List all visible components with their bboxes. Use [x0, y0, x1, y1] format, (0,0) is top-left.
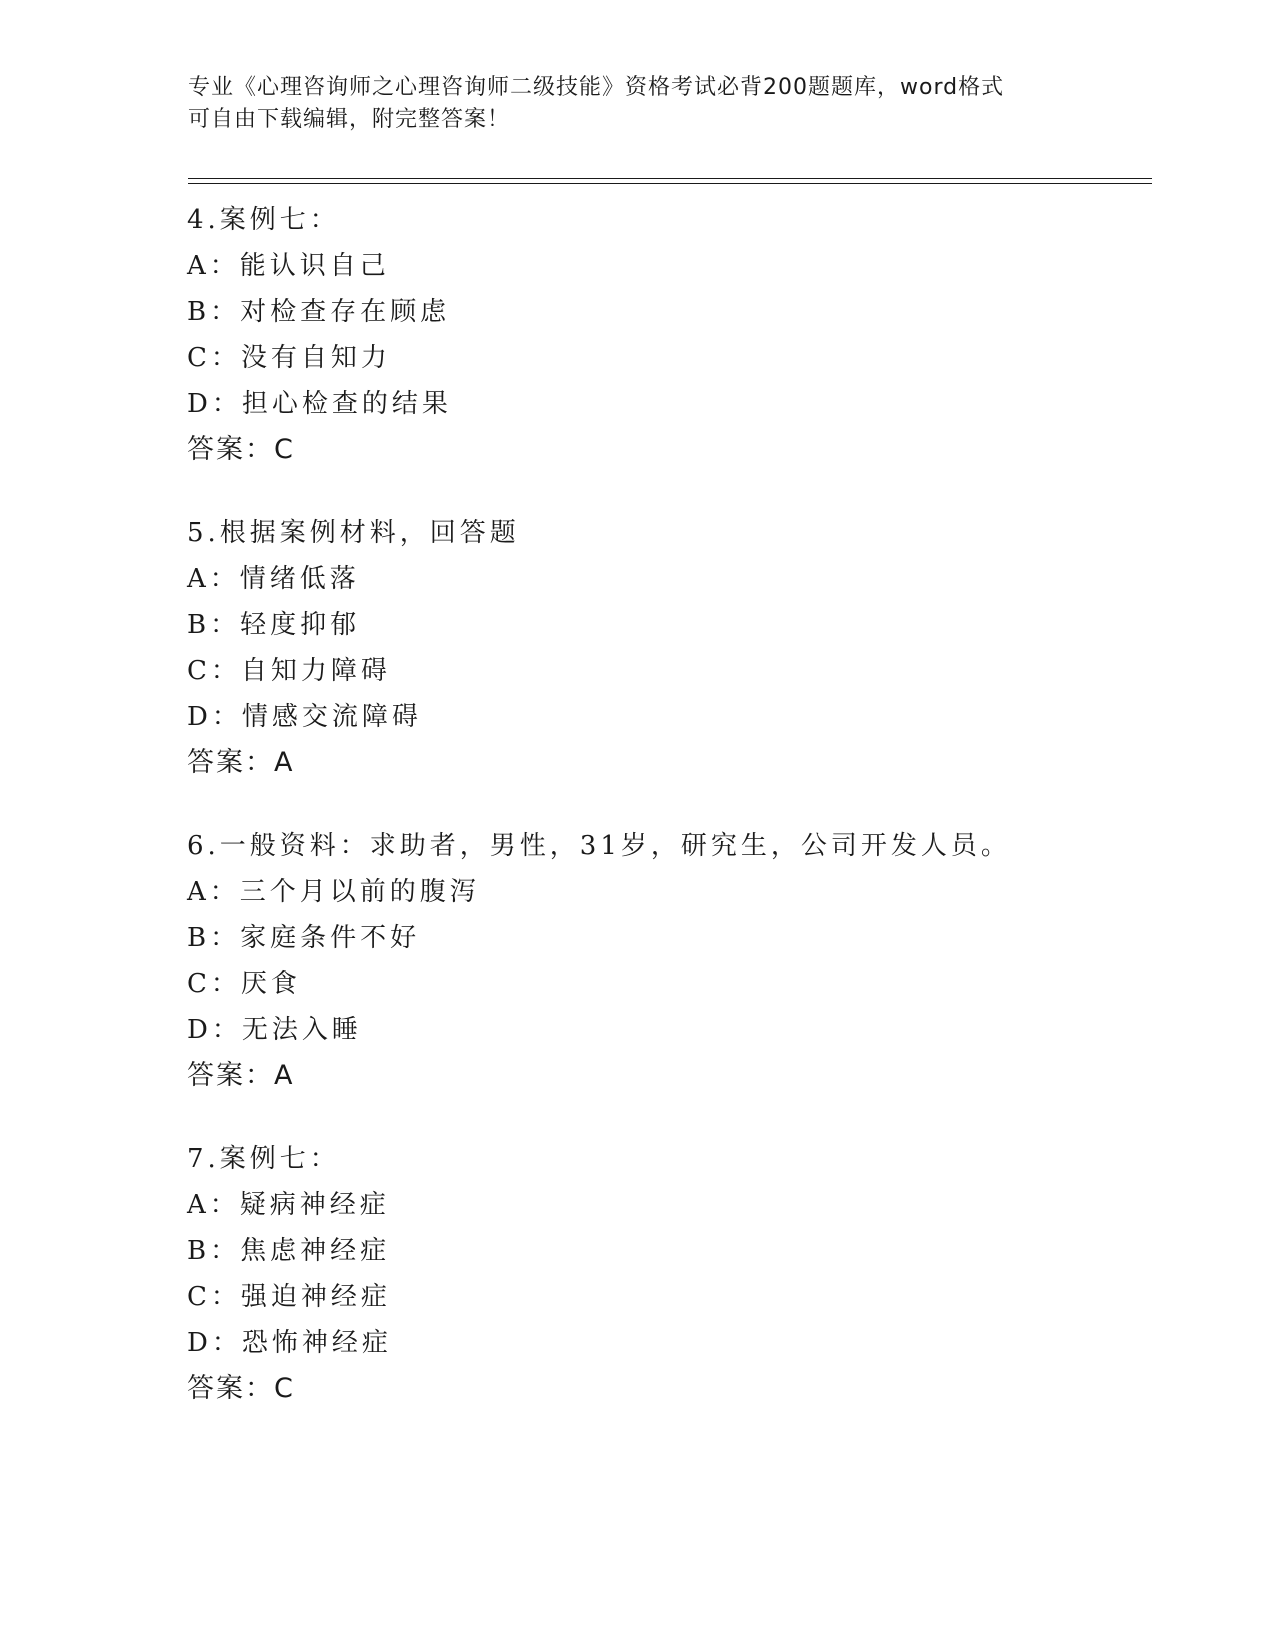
option-b: B：轻度抑郁 [187, 610, 361, 640]
option-b: B：对检查存在顾虑 [187, 297, 451, 327]
option-a: A：三个月以前的腹泻 [187, 877, 480, 907]
header-divider-top [188, 178, 1152, 179]
option-d: D：恐怖神经症 [187, 1328, 392, 1358]
answer-line: 答案：A [187, 1060, 295, 1091]
option-c: C：自知力障碍 [187, 656, 391, 686]
question-7 [187, 1136, 1187, 1412]
option-a: A：能认识自己 [187, 251, 390, 281]
question-stem: 5.根据案例材料，回答题 [187, 518, 520, 548]
answer-line: 答案：C [187, 434, 295, 465]
header-divider-bottom [188, 183, 1152, 184]
question-6 [187, 823, 1187, 1099]
answer-line: 答案：C [187, 1373, 295, 1404]
option-d: D：情感交流障碍 [187, 702, 422, 732]
answer-line: 答案：A [187, 747, 295, 778]
option-d: D：担心检查的结果 [187, 389, 452, 419]
option-c: C：没有自知力 [187, 343, 391, 373]
option-b: B：焦虑神经症 [187, 1236, 391, 1266]
question-4 [187, 197, 1187, 473]
option-c: C：厌食 [187, 969, 301, 999]
header-line-2: 可自由下载编辑，附完整答案！ [188, 107, 511, 132]
question-5 [187, 510, 1187, 786]
option-a: A：疑病神经症 [187, 1190, 390, 1220]
question-stem: 6.一般资料：求助者，男性，31岁，研究生，公司开发人员。 [187, 831, 1011, 861]
header-line-1: 专业《心理咨询师之心理咨询师二级技能》资格考试必背200题题库，word格式 [188, 75, 1005, 100]
document-header [188, 72, 1068, 136]
question-stem: 7.案例七： [187, 1144, 340, 1174]
option-d: D：无法入睡 [187, 1015, 362, 1045]
option-c: C：强迫神经症 [187, 1282, 391, 1312]
option-a: A：情绪低落 [187, 564, 360, 594]
option-b: B：家庭条件不好 [187, 923, 421, 953]
question-stem: 4.案例七： [187, 205, 340, 235]
